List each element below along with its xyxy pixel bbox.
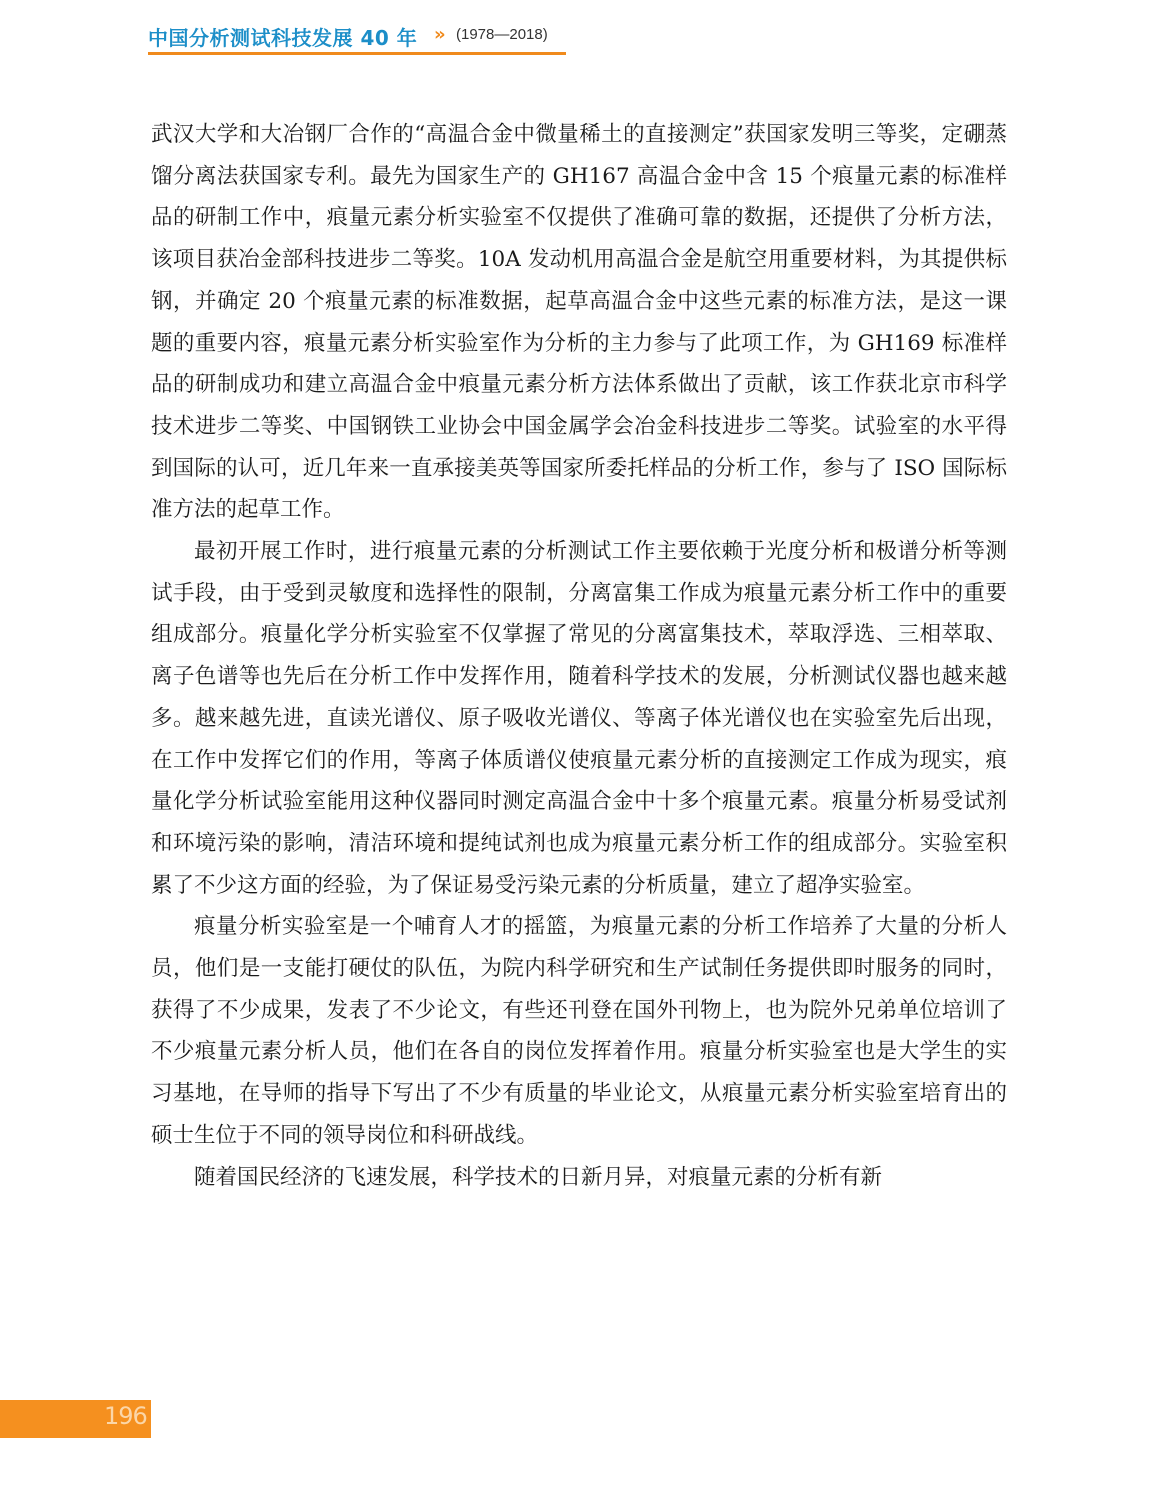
paragraph-2: 最初开展工作时，进行痕量元素的分析测试工作主要依赖于光度分析和极谱分析等测试手段，由于受到灵敏度和选择性的限制，分离富集工作成为痕量元素分析工作中的重要组成部分。痕量化学分析实验室不仅掌握了常见的分离富集技术，萃取浮选、三相萃取、离子色谱等也先后在分析工作中发挥作用，随着科学技术的发展，分析测试仪器也越来越多。越来越先进，直读光谱仪、原子吸收光谱仪、等离子体光谱仪也在实验室先后出现，在工作中发挥它们的作用，等离子体质谱仪使痕量元素分析的直接测定工作成为现实，痕量化学分析试验室能用这种仪器同时测定高温合金中十多个痕量元素。痕量分析易受试剂和环境污染的影响，清洁环境和提纯试剂也成为痕量元素分析工作的组成部分。实验室积累了不少这方面的经验，为了保证易受污染元素的分析质量，建立了超净实验室。: [151, 539, 1007, 898]
double-chevron-icon: »: [434, 24, 446, 45]
year-range: (1978—2018): [456, 26, 548, 43]
paragraph-1: 武汉大学和大冶钢厂合作的“高温合金中微量稀土的直接测定”获国家发明三等奖，定硼蒸馏分离法获国家专利。最先为国家生产的 GH167 高温合金中含 15 个痕量元素的标准样品的研制工作中，痕量元素分析实验室不仅提供了准确可靠的数据，还提供了分析方法，该项目获冶金部科技进步二等奖。10A 发动机用高温合金是航空用重要材料，为其提供标钢，并确定 20 个痕量元素的标准数据，起草高温合金中这些元素的标准方法，是这一课题的重要内容，痕量元素分析实验室作为分析的主力参与了此项工作，为 GH169 标准样品的研制成功和建立高温合金中痕量元素分析方法体系做出了贡献，该工作获北京市科学技术进步二等奖、中国钢铁工业协会中国金属学会冶金科技进步二等奖。试验室的水平得到国际的认可，近几年来一直承接美英等国家所委托样品的分析工作，参与了 ISO 国际标准方法的起草工作。: [151, 122, 1007, 523]
paragraph-4: 随着国民经济的飞速发展，科学技术的日新月异，对痕量元素的分析有新: [194, 1164, 883, 1190]
book-title: 中国分析测试科技发展 40 年: [148, 26, 418, 50]
paragraph-3: 痕量分析实验室是一个哺育人才的摇篮，为痕量元素的分析工作培养了大量的分析人员，他们是一支能打硬仗的队伍，为院内科学研究和生产试制任务提供即时服务的同时，获得了不少成果，发表了不少论文，有些还刊登在国外刊物上，也为院外兄弟单位培训了不少痕量元素分析人员，他们在各自的岗位发挥着作用。痕量分析实验室也是大学生的实习基地，在导师的指导下写出了不少有质量的毕业论文，从痕量元素分析实验室培育出的硕士生位于不同的领导岗位和科研战线。: [151, 914, 1007, 1148]
body-text: [151, 114, 1007, 1198]
running-header: [148, 18, 568, 58]
header-rule: [148, 52, 566, 55]
page-number: 196: [104, 1402, 147, 1430]
